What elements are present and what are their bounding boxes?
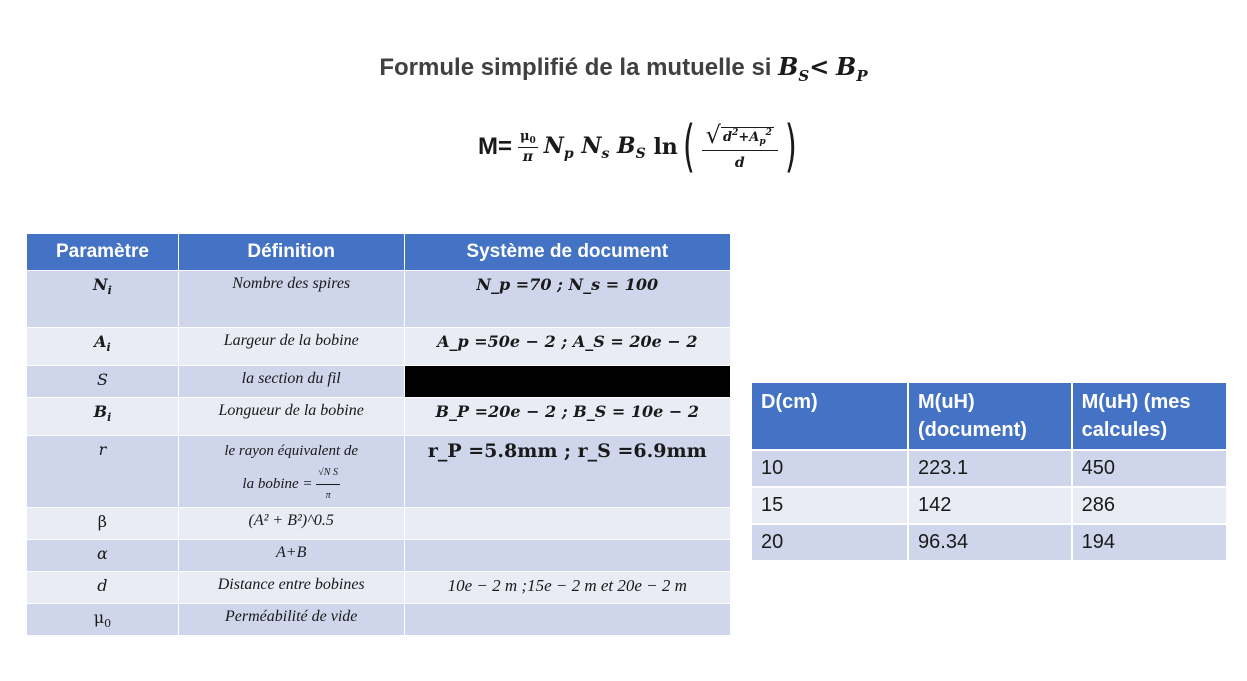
param-cell: $\mu_0$ — [27, 604, 179, 636]
distance-cell: 10 — [751, 450, 908, 487]
m-document-cell: 142 — [908, 487, 1072, 524]
distance-cell: 15 — [751, 487, 908, 524]
system-cell — [404, 604, 730, 636]
table-row — [751, 524, 1227, 561]
table-row — [27, 508, 731, 540]
title-less-than: < — [809, 52, 830, 81]
system-cell: B_P =20e − 2 ; B_S = 10e − 2 — [404, 398, 730, 436]
table-row — [27, 366, 731, 398]
param-cell: d — [27, 572, 179, 604]
mutual-inductance-formula — [478, 112, 802, 182]
parameter-table-header — [27, 234, 731, 271]
table-row — [27, 604, 731, 636]
system-cell: 10e − 2 m ;15e − 2 m et 20e − 2 m — [404, 572, 730, 604]
table-row — [27, 572, 731, 604]
definition-cell: (A² + B²)^0.5 — [178, 508, 404, 540]
param-cell: α — [27, 540, 179, 572]
param-cell: $A_i$ — [27, 328, 179, 366]
m-calcules-cell: 286 — [1072, 487, 1227, 524]
param-cell: $B_i$ — [27, 398, 179, 436]
title-bs: $B_S$ — [778, 52, 810, 85]
definition-cell: Largeur de la bobine — [178, 328, 404, 366]
formula-ln: ln — [653, 134, 678, 160]
definition-cell: la section du fil — [178, 366, 404, 398]
m-calcules-cell: 450 — [1072, 450, 1227, 487]
formula-close-paren: ) — [784, 114, 797, 179]
title-bp: $B_P$ — [836, 52, 868, 85]
definition-cell: Perméabilité de vide — [178, 604, 404, 636]
table-row — [27, 540, 731, 572]
results-table — [750, 381, 1228, 562]
system-cell: A_p =50e − 2 ; A_S = 20e − 2 — [404, 328, 730, 366]
header-parametre: Paramètre — [27, 234, 179, 271]
formula-sqrt-fraction: √ $d^2+A_p^2$ d — [702, 123, 778, 171]
formula-np: $N_p$ — [543, 132, 574, 162]
table-row — [27, 398, 731, 436]
definition-cell: A+B — [178, 540, 404, 572]
formula-mu-over-pi: $\frac{\mu_0}{\pi}$ — [520, 129, 536, 165]
results-table-header — [751, 382, 1227, 450]
param-cell: β — [27, 508, 179, 540]
definition-cell: le rayon équivalent de la bobine = $\frac{\text{√N S}}{\pi}$ — [178, 436, 404, 508]
table-row — [27, 271, 731, 328]
formula-bs: $B_S$ — [617, 132, 646, 162]
header-distance: D(cm) — [751, 382, 908, 450]
system-cell: N_p =70 ; N_s = 100 — [404, 271, 730, 328]
formula-ns: $N_s$ — [581, 132, 610, 162]
system-cell — [404, 508, 730, 540]
table-row — [27, 328, 731, 366]
header-definition: Définition — [178, 234, 404, 271]
slide-title — [0, 52, 1247, 85]
formula-lhs: M= — [478, 133, 513, 160]
header-systeme: Système de document — [404, 234, 730, 271]
definition-cell: Longueur de la bobine — [178, 398, 404, 436]
param-cell: r — [27, 436, 179, 508]
header-m-calcules: M(uH) (mes calcules) — [1072, 382, 1227, 450]
param-cell: S — [27, 366, 179, 398]
distance-cell: 20 — [751, 524, 908, 561]
system-cell — [404, 540, 730, 572]
formula-open-paren: ( — [682, 114, 695, 179]
definition-cell: Distance entre bobines — [178, 572, 404, 604]
title-text: Formule simplifié de la mutuelle si — [379, 54, 779, 81]
m-document-cell: 223.1 — [908, 450, 1072, 487]
system-cell: r_P =5.8mm ; r_S =6.9mm — [404, 436, 730, 508]
m-calcules-cell: 194 — [1072, 524, 1227, 561]
system-cell-redacted — [404, 366, 730, 398]
param-cell: $N_i$ — [27, 271, 179, 328]
table-row — [751, 487, 1227, 524]
parameter-table — [26, 233, 731, 636]
m-document-cell: 96.34 — [908, 524, 1072, 561]
definition-cell: Nombre des spires — [178, 271, 404, 328]
table-row — [751, 450, 1227, 487]
table-row — [27, 436, 731, 508]
header-m-document: M(uH) (document) — [908, 382, 1072, 450]
